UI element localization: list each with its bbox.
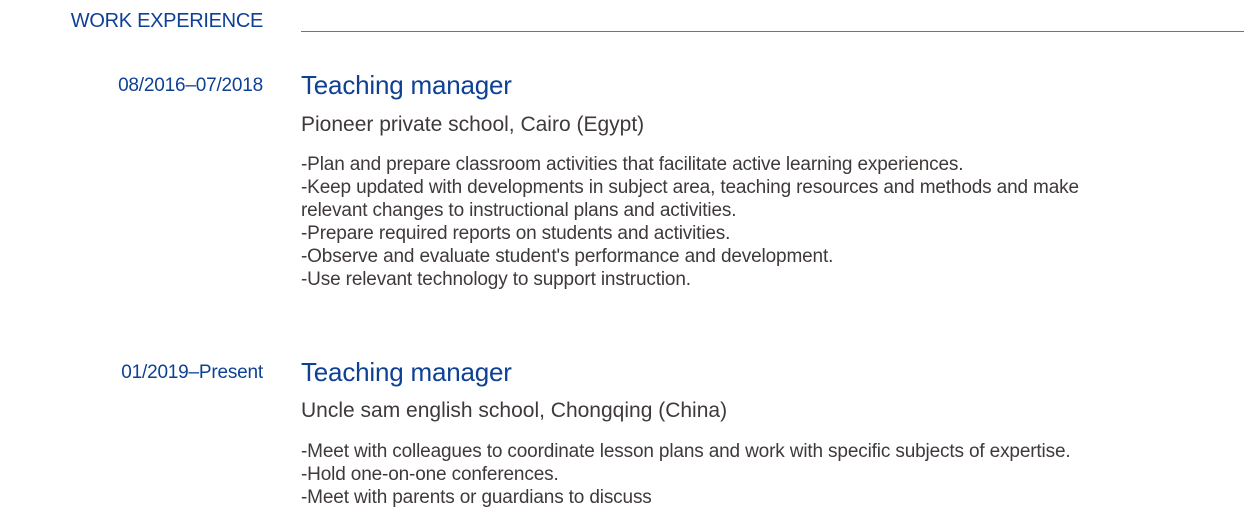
duty-line: -Hold one-on-one conferences. <box>301 464 559 485</box>
entry-role: Teaching manager <box>301 357 512 387</box>
entry-date: 01/2019–Present <box>121 362 263 383</box>
entry-employer: Uncle sam english school, Chongqing (China) <box>301 399 728 422</box>
section-title: WORK EXPERIENCE <box>70 10 263 32</box>
duty-line: -Meet with colleagues to coordinate lesson plans and work with specific subjects of expertise. <box>301 441 1071 462</box>
duty-line: -Meet with parents or guardians to discuss <box>301 487 652 508</box>
entry-date: 08/2016–07/2018 <box>118 75 263 96</box>
section-divider <box>301 31 1244 32</box>
entry-employer: Pioneer private school, Cairo (Egypt) <box>301 113 645 136</box>
entry-role: Teaching manager <box>301 70 512 100</box>
duty-line: -Observe and evaluate student's performance and development. <box>301 246 834 267</box>
entry-duties-list <box>301 440 1221 509</box>
duty-line: relevant changes to instructional plans and activities. <box>301 200 737 221</box>
entry-duties-list <box>301 153 1221 291</box>
duty-line: -Use relevant technology to support instruction. <box>301 269 691 290</box>
duty-line: -Keep updated with developments in subject area, teaching resources and methods and make <box>301 177 1079 198</box>
duty-line: -Plan and prepare classroom activities that facilitate active learning experiences. <box>301 154 964 175</box>
work-experience-header <box>0 0 1244 40</box>
duty-line: -Prepare required reports on students and activities. <box>301 223 731 244</box>
